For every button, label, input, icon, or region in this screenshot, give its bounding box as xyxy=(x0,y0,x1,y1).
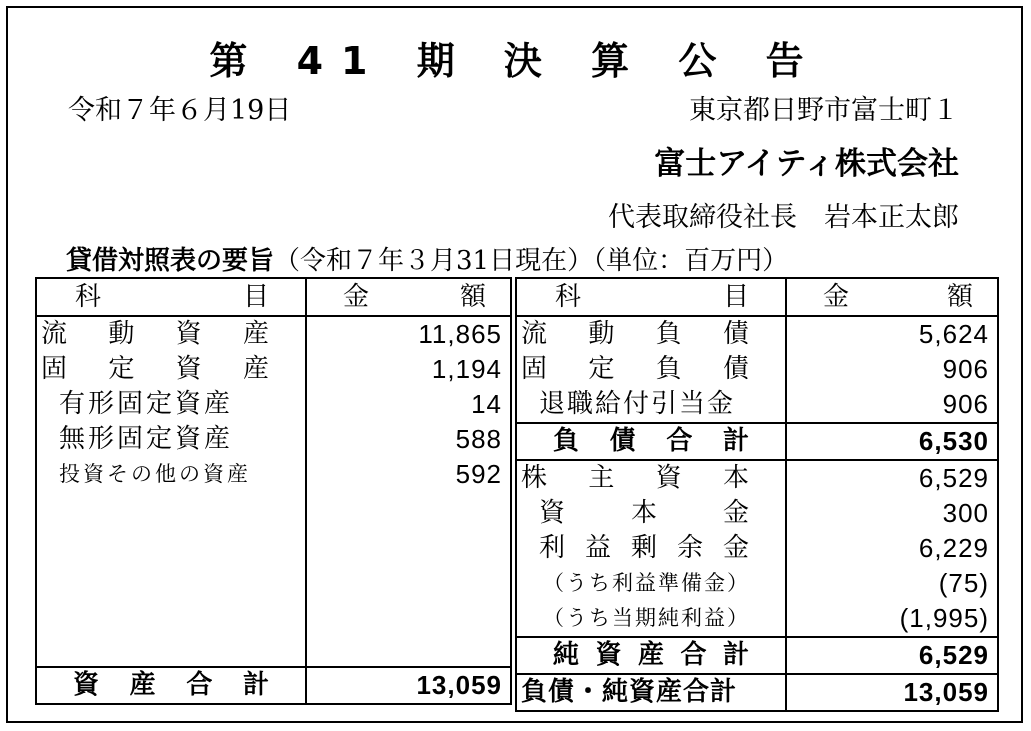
col-item-header: 科 目 xyxy=(36,278,306,316)
table-row xyxy=(36,352,511,387)
heading-main: 貸借対照表の要旨 xyxy=(66,246,275,276)
row-label: （うち当期純利益） xyxy=(543,606,750,630)
balance-sheet-heading xyxy=(66,240,788,277)
assets-table xyxy=(35,277,512,705)
page-title: 第 41 期 決 算 公 告 xyxy=(209,39,822,83)
row-value: 1,194 xyxy=(306,352,511,387)
total-value: 6,530 xyxy=(786,423,998,460)
row-label: （うち利益準備金） xyxy=(543,571,750,595)
table-filler xyxy=(36,492,511,667)
row-value: 11,865 xyxy=(306,316,511,352)
row-value: 300 xyxy=(786,496,998,531)
table-row xyxy=(516,387,998,423)
row-value: 592 xyxy=(306,457,511,492)
row-label: 投資その他の資産 xyxy=(59,462,251,486)
row-label: 退職給付引当金 xyxy=(539,389,736,419)
row-value: (75) xyxy=(786,566,998,601)
col-item-header: 科 目 xyxy=(516,278,786,316)
table-row xyxy=(36,387,511,422)
total-label: 負 債 合 計 xyxy=(516,423,786,460)
notice-date: 令和７年６月19日 xyxy=(68,95,292,126)
assets-header-row xyxy=(36,278,511,316)
row-label: 流 動 負 債 xyxy=(521,319,749,349)
table-row xyxy=(516,531,998,566)
table-row xyxy=(516,352,998,387)
grand-total-label: 負債・純資産合計 xyxy=(516,674,786,711)
total-value: 13,059 xyxy=(306,667,511,704)
table-row xyxy=(516,566,998,601)
row-label: 資 本 金 xyxy=(539,498,749,528)
heading-date: （令和７年３月31日現在） xyxy=(274,246,594,276)
col-amount-header: 金 額 xyxy=(306,278,511,316)
table-row xyxy=(516,601,998,637)
liabilities-equity-table xyxy=(515,277,999,712)
row-value: 14 xyxy=(306,387,511,422)
table-row xyxy=(36,422,511,457)
row-label: 固 定 資 産 xyxy=(41,354,269,384)
equity-total-row xyxy=(516,637,998,674)
table-row xyxy=(516,496,998,531)
row-value: 6,229 xyxy=(786,531,998,566)
liab-total-row xyxy=(516,423,998,460)
heading-unit: （単位：百万円） xyxy=(593,246,789,276)
table-row xyxy=(36,316,511,352)
total-value: 6,529 xyxy=(786,637,998,674)
grand-total-row xyxy=(516,674,998,711)
balance-sheet xyxy=(35,277,997,705)
row-value: 5,624 xyxy=(786,316,998,352)
row-label: 流 動 資 産 xyxy=(41,319,269,349)
col-amount-header: 金 額 xyxy=(786,278,998,316)
row-label: 無形固定資産 xyxy=(59,424,234,454)
total-label: 資 産 合 計 xyxy=(36,667,306,704)
representative: 代表取締役社長 岩本正太郎 xyxy=(608,202,959,233)
row-value: 6,529 xyxy=(786,460,998,496)
row-label: 利 益 剰 余 金 xyxy=(539,533,749,563)
grand-total-value: 13,059 xyxy=(786,674,998,711)
table-row xyxy=(516,316,998,352)
table-row xyxy=(516,460,998,496)
company-name: 富士アイティ株式会社 xyxy=(654,146,959,182)
company-address: 東京都日野市富士町１ xyxy=(689,95,959,126)
total-label: 純 資 産 合 計 xyxy=(516,637,786,674)
row-label: 有形固定資産 xyxy=(59,389,234,419)
row-value: 906 xyxy=(786,387,998,423)
row-label: 株 主 資 本 xyxy=(516,460,786,496)
row-value: (1,995) xyxy=(786,601,998,637)
liab-header-row xyxy=(516,278,998,316)
assets-total-row xyxy=(36,667,511,704)
row-value: 906 xyxy=(786,352,998,387)
row-label: 固 定 負 債 xyxy=(521,354,749,384)
row-value: 588 xyxy=(306,422,511,457)
table-row xyxy=(36,457,511,492)
